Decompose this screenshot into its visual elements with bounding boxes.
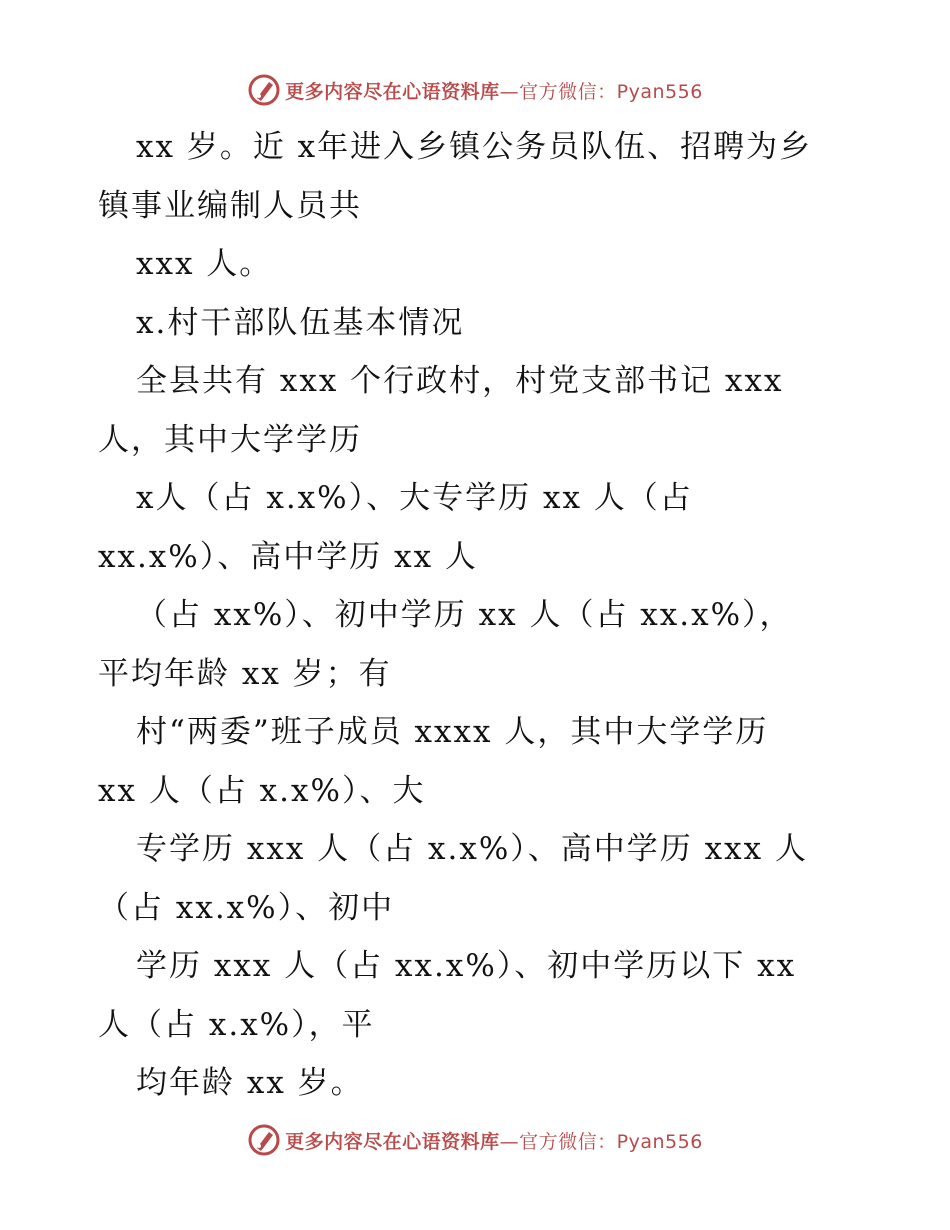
text-line: x人（占 x.x%）、大专学历 xx 人（占 bbox=[136, 480, 693, 516]
text-line: xxx 人。 bbox=[136, 246, 273, 282]
text-line: 平均年龄 xx 岁；有 bbox=[98, 655, 392, 692]
text-line: 人，其中大学学历 bbox=[98, 421, 362, 458]
text-line: 均年龄 xx 岁。 bbox=[136, 1065, 364, 1101]
text-line: 专学历 xxx 人（占 x.x%）、高中学历 xxx 人 bbox=[136, 831, 808, 867]
footer-banner bbox=[0, 1120, 950, 1160]
banner-text: 更多内容尽在心语资料库—官方微信：Pyan556 bbox=[285, 1130, 703, 1153]
pen-logo-icon bbox=[247, 73, 281, 107]
text-line: xx 岁。近 x年进入乡镇公务员队伍、招聘为乡 bbox=[136, 129, 813, 165]
text-line: 村“两委”班子成员 xxxx 人，其中大学学历 bbox=[136, 714, 769, 750]
text-line: 学历 xxx 人（占 xx.x%）、初中学历以下 xx bbox=[136, 948, 797, 984]
text-line: （占 xx.x%）、初中 bbox=[98, 889, 395, 926]
pen-logo-icon bbox=[247, 1123, 281, 1157]
header-banner bbox=[0, 70, 950, 110]
text-line: （占 xx%）、初中学历 xx 人（占 xx.x%）， bbox=[136, 597, 793, 633]
document-body bbox=[98, 118, 868, 1113]
section-heading: x.村干部队伍基本情况 bbox=[136, 304, 465, 341]
text-line: 全县共有 xxx 个行政村，村党支部书记 xxx bbox=[136, 363, 784, 399]
text-line: xx.x%）、高中学历 xx 人 bbox=[98, 538, 478, 575]
text-line: xx 人（占 x.x%）、大 bbox=[98, 772, 426, 809]
text-line: 人（占 x.x%），平 bbox=[98, 1006, 375, 1043]
text-line: 镇事业编制人员共 bbox=[98, 187, 362, 224]
banner-text: 更多内容尽在心语资料库—官方微信：Pyan556 bbox=[285, 80, 703, 103]
